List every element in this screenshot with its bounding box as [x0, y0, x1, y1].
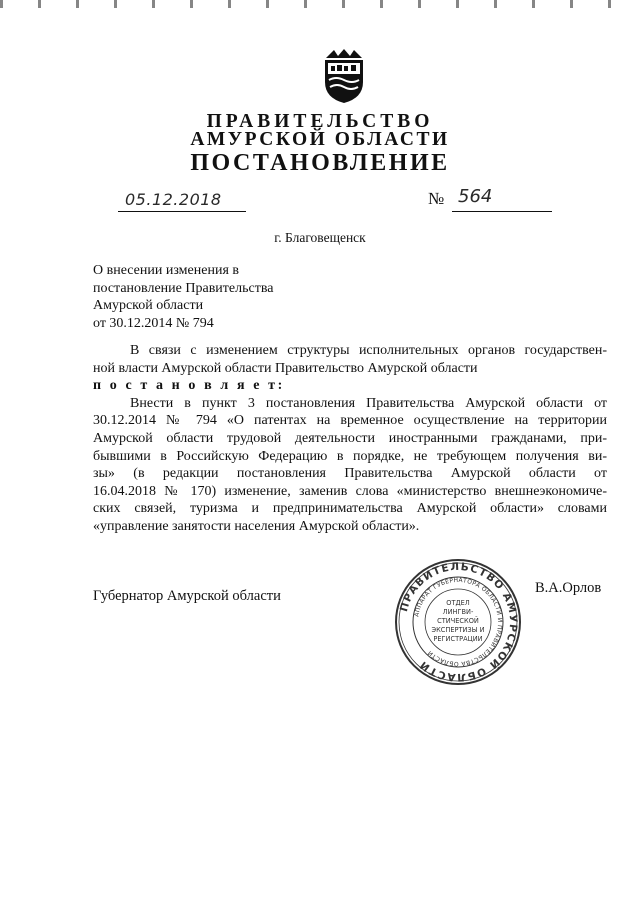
header-government: ПРАВИТЕЛЬСТВО: [206, 111, 434, 132]
body-line: ских связей, туризма и предпринимательства Амурской области» словами: [93, 501, 607, 517]
body-line: бывшими в Российскую Федерацию в порядке, не требующем получения ви-: [93, 448, 607, 464]
scan-edge-marks: [0, 0, 640, 8]
decree-subject: [93, 262, 353, 332]
signatory-name: В.А.Орлов: [535, 580, 602, 596]
decree-number: 564: [458, 186, 493, 207]
svg-text:АППАРАТ ГУБЕРНАТОРА ОБЛАСТИ И: АППАРАТ ГУБЕРНАТОРА ОБЛАСТИ И ПРАВИТЕЛЬСТВА ОБЛАСТИ: [413, 576, 504, 668]
decree-body: [93, 342, 607, 536]
svg-text:РЕГИСТРАЦИИ: РЕГИСТРАЦИИ: [433, 635, 483, 643]
body-line: В связи с изменением структуры исполнительных органов государствен-: [130, 343, 607, 358]
body-line: Амурской области трудовой деятельности иностранными гражданами, при-: [93, 430, 607, 446]
body-line: 30.12.2014 № 794 «О патентах на временное осуществление на территории: [93, 413, 607, 429]
city-line: г. Благовещенск: [274, 230, 366, 245]
body-line: ной власти Амурской области Правительство Амурской области: [93, 360, 478, 376]
subject-line: О внесении изменения в: [93, 263, 239, 278]
svg-text:ЛИНГВИ-: ЛИНГВИ-: [442, 608, 474, 616]
body-line: «управление занятости населения Амурской области».: [93, 518, 420, 534]
svg-text:ПРАВИТЕЛЬСТВО АМУРСКОЙ ОБЛАСТИ: ПРАВИТЕЛЬСТВО АМУРСКОЙ ОБЛАСТИ: [398, 560, 520, 684]
decree-operative-word: п о с т а н о в л я е т:: [93, 378, 285, 394]
svg-text:ОТДЕЛ: ОТДЕЛ: [446, 599, 470, 607]
header-region: АМУРСКОЙ ОБЛАСТИ: [190, 129, 450, 150]
svg-text:ЭКСПЕРТИЗЫ И: ЭКСПЕРТИЗЫ И: [431, 626, 485, 634]
body-line: зы» (в редакции постановления Правительства Амурской области от: [93, 466, 607, 482]
body-line: 16.04.2018 № 170) изменение, заменив слова «министерство внешнеэкономиче-: [93, 483, 607, 499]
number-sign: №: [428, 189, 445, 208]
document-type-title: ПОСТАНОВЛЕНИЕ: [190, 150, 450, 176]
signatory-position: Губернатор Амурской области: [93, 588, 281, 604]
subject-line: постановление Правительства: [93, 280, 274, 296]
amur-coat-of-arms-icon: [322, 48, 366, 104]
subject-line: Амурской области: [93, 298, 204, 313]
svg-text:СТИЧЕСКОЙ: СТИЧЕСКОЙ: [437, 617, 479, 625]
body-line: Внести в пункт 3 постановления Правительства Амурской области от: [130, 395, 607, 411]
official-seal-stamp: [393, 557, 523, 687]
decree-date: 05.12.2018: [125, 190, 222, 209]
subject-line: от 30.12.2014 № 794: [93, 315, 214, 331]
